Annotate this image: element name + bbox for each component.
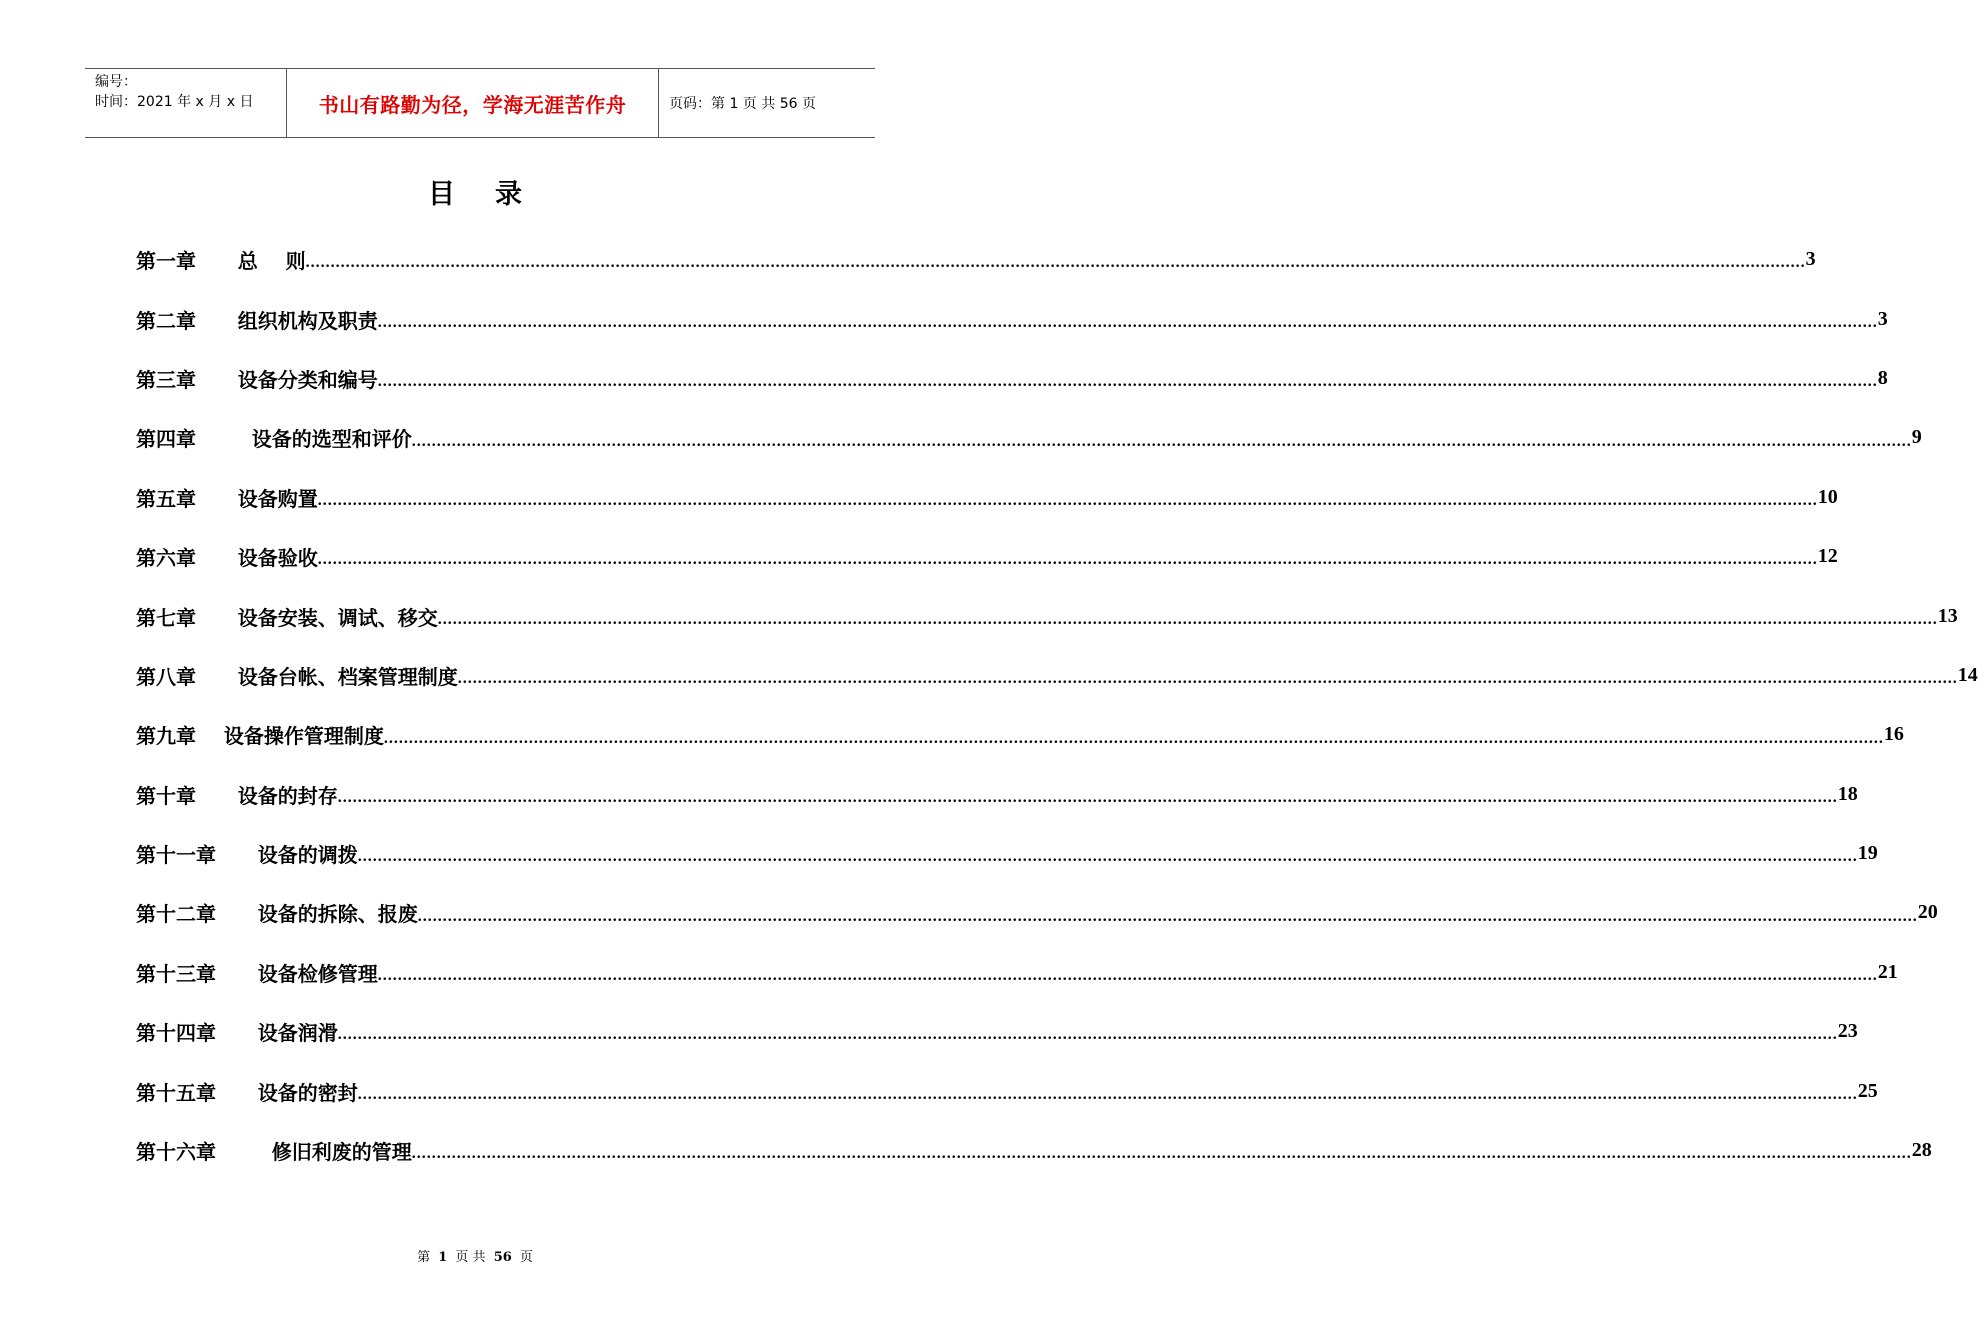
header-page-info: 页码：第 1 页 共 56 页: [669, 96, 816, 112]
toc-leader: ............................................................................................................................................................................................................................................................................................................: [337, 788, 1838, 806]
toc-page-number: 19: [1857, 842, 1878, 865]
toc-leader: ............................................................................................................................................................................................................................................................................................................: [417, 907, 1918, 925]
header-page-info-cell: [659, 69, 875, 137]
toc-entry[interactable]: [136, 1061, 1878, 1120]
toc-leader: ............................................................................................................................................................................................................................................................................................................: [377, 967, 1878, 985]
toc-page-number: 18: [1837, 782, 1858, 805]
toc-entry[interactable]: [136, 1121, 1932, 1180]
toc-chapter: 第十五章 设备的密封: [136, 1080, 358, 1105]
toc-page-number: 13: [1937, 604, 1958, 627]
toc-page-number: 12: [1817, 545, 1838, 568]
toc-page-number: 3: [1877, 307, 1888, 330]
toc-leader: ............................................................................................................................................................................................................................................................................................................: [357, 1085, 1858, 1103]
footer-total-pages: 56: [493, 1250, 512, 1265]
toc-leader: ............................................................................................................................................................................................................................................................................................................: [411, 1145, 1912, 1163]
toc-chapter: 第十二章 设备的拆除、报废: [136, 902, 418, 927]
toc-page-number: 28: [1911, 1139, 1932, 1162]
toc-chapter: 第七章 设备安装、调试、移交: [136, 605, 438, 630]
toc-page-number: 9: [1911, 426, 1922, 449]
footer-middle: 页 共: [455, 1250, 486, 1265]
toc-entry[interactable]: [136, 230, 1816, 289]
toc-leader: ............................................................................................................................................................................................................................................................................................................: [337, 1026, 1838, 1044]
toc-chapter: 第二章 组织机构及职责: [136, 308, 378, 333]
toc-chapter: 第六章 设备验收: [136, 546, 318, 571]
toc-entry[interactable]: [136, 705, 1904, 764]
toc-chapter: 第十三章 设备检修管理: [136, 961, 378, 986]
toc-entry[interactable]: [136, 408, 1922, 467]
toc-chapter: 第八章 设备台帐、档案管理制度: [136, 664, 458, 689]
toc-leader: ............................................................................................................................................................................................................................................................................................................: [411, 432, 1912, 450]
toc-page-number: 3: [1805, 248, 1816, 271]
toc-leader: ............................................................................................................................................................................................................................................................................................................: [317, 491, 1818, 509]
toc-entry[interactable]: [136, 646, 1978, 705]
toc-entry[interactable]: [136, 943, 1898, 1002]
header-motto-cell: [286, 69, 659, 137]
page-header: [85, 68, 875, 138]
toc-entry[interactable]: [136, 468, 1838, 527]
toc-entry[interactable]: [136, 586, 1958, 645]
toc-page-number: 23: [1837, 1020, 1858, 1043]
footer-suffix: 页: [519, 1250, 533, 1265]
toc-chapter: 第五章 设备购置: [136, 486, 318, 511]
toc-leader: ............................................................................................................................................................................................................................................................................................................: [377, 313, 1878, 331]
footer-current-page: 1: [438, 1250, 448, 1265]
toc-leader: ............................................................................................................................................................................................................................................................................................................: [377, 373, 1878, 391]
toc-entry[interactable]: [136, 1002, 1858, 1061]
toc-page-number: 10: [1817, 485, 1838, 508]
toc-chapter: 第十四章 设备润滑: [136, 1021, 338, 1046]
toc-entry[interactable]: [136, 883, 1938, 942]
toc-leader: ............................................................................................................................................................................................................................................................................................................: [317, 551, 1818, 569]
document-number-label: 编号：: [95, 74, 137, 90]
toc-page-number: 20: [1917, 901, 1938, 924]
toc-leader: ............................................................................................................................................................................................................................................................................................................: [457, 670, 1958, 688]
toc-entry[interactable]: [136, 349, 1888, 408]
toc-chapter: 第九章 设备操作管理制度: [136, 724, 384, 749]
toc-chapter: 第四章 设备的选型和评价: [136, 427, 412, 452]
toc-chapter: 第一章 总 则: [136, 249, 306, 274]
toc-page-number: 25: [1857, 1079, 1878, 1102]
toc-chapter: 第十一章 设备的调拨: [136, 843, 358, 868]
toc-title: 目录: [428, 179, 562, 210]
toc-page-number: 14: [1957, 663, 1978, 686]
toc-page-number: 21: [1877, 960, 1898, 983]
toc-entry[interactable]: [136, 765, 1858, 824]
toc-entry[interactable]: [136, 289, 1888, 348]
header-motto: 书山有路勤为径，学海无涯苦作舟: [318, 92, 627, 117]
footer-prefix: 第: [417, 1250, 431, 1265]
toc-page-number: 8: [1877, 366, 1888, 389]
toc-chapter: 第三章 设备分类和编号: [136, 367, 378, 392]
toc-chapter: 第十章 设备的封存: [136, 783, 338, 808]
toc-leader: ............................................................................................................................................................................................................................................................................................................: [357, 848, 1858, 866]
table-of-contents: [136, 230, 1978, 1180]
page-footer: [0, 1246, 950, 1265]
header-meta: [85, 69, 286, 137]
toc-page-number: 16: [1883, 723, 1904, 746]
toc-entry[interactable]: [136, 527, 1838, 586]
document-time-label: 时间：2021 年 x 月 x 日: [95, 94, 254, 110]
toc-leader: ............................................................................................................................................................................................................................................................................................................: [383, 729, 1884, 747]
toc-leader: ............................................................................................................................................................................................................................................................................................................: [305, 254, 1806, 272]
toc-chapter: 第十六章 修旧利废的管理: [136, 1140, 412, 1165]
toc-entry[interactable]: [136, 824, 1878, 883]
toc-leader: ............................................................................................................................................................................................................................................................................................................: [437, 610, 1938, 628]
